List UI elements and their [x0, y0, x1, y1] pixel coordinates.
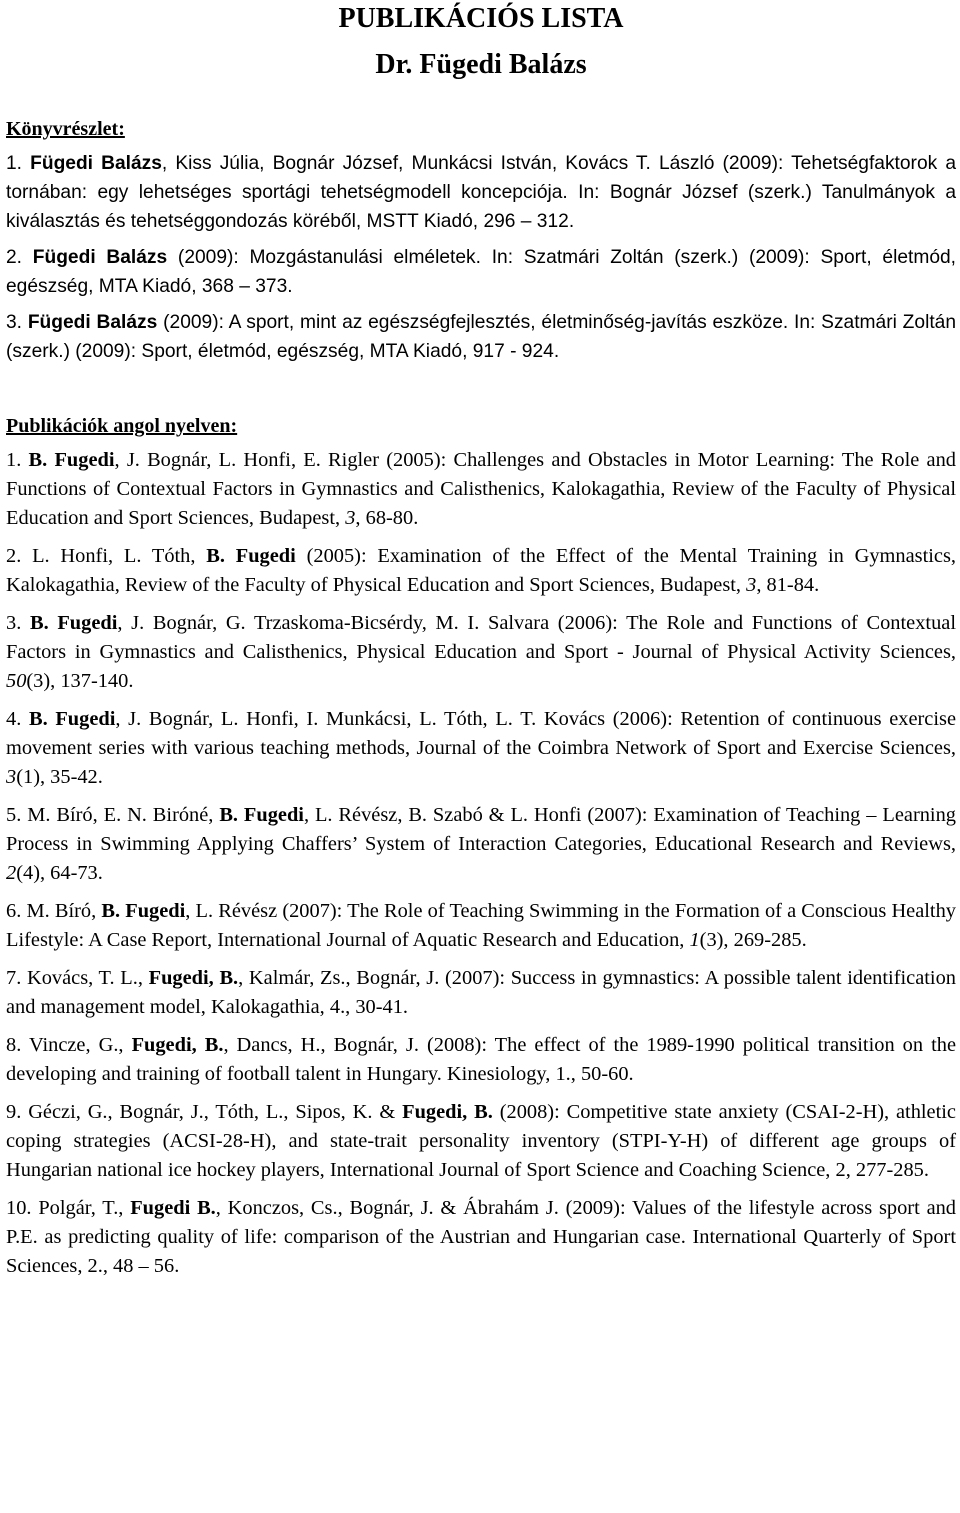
author-highlight: B. Fugedi — [28, 449, 115, 471]
entry-number: 9. — [6, 1101, 22, 1123]
entry-tail: (1), 35-42. — [16, 766, 103, 788]
document-title: PUBLIKÁCIÓS LISTA — [338, 3, 624, 34]
list-item — [6, 609, 956, 696]
author-highlight: B. Fugedi — [219, 804, 304, 826]
entry-tail: , 81-84. — [756, 574, 820, 596]
entry-number: 5. — [6, 804, 22, 826]
author-highlight: Fugedi, B. — [131, 1034, 224, 1056]
entry-number: 1. — [6, 449, 22, 471]
entry-text: (2008): Competitive state anxiety (CSAI-2-H), athletic coping strategies (ACSI-28-H), and state-trait personality inventory (STPI-Y-H) of different age groups of Hungarian national ice hockey players, International Journal of Sport Science and Coaching Science, 2, 277-285. — [6, 1101, 956, 1181]
entry-volume: 3 — [345, 507, 356, 529]
list-item — [6, 964, 956, 1022]
entry-text: , Konczos, Cs., Bognár, J. & Ábrahám J. (2009): Values of the lifestyle across sport and P.E. as predicting quality of life: comparison of the Austrian and Hungarian case. International Quarterly of Sport Sciences, 2., 48 – 56. — [6, 1197, 957, 1277]
entry-text: , L. Révész (2007): The Role of Teaching Swimming in the Formation of a Conscious Healthy Lifestyle: A Case Report, International Journal of Aquatic Research and Education, — [6, 900, 956, 951]
entry-text: , J. Bognár, G. Trzaskoma-Bicsérdy, M. I. Salvara (2006): The Role and Functions of Contextual Factors in Gymnastics and Calisthenics, Physical Education and Sport - Journal of Physical Activity Sciences, — [6, 612, 956, 663]
entry-volume: 3 — [6, 766, 17, 788]
entry-pre: Kovács, T. L., — [26, 967, 149, 989]
entry-volume: 50 — [6, 670, 27, 692]
entry-number: 4. — [6, 708, 22, 730]
list-item — [6, 897, 956, 955]
entry-pre: M. Bíró, — [26, 900, 102, 922]
entry-text: , L. Révész, B. Szabó & L. Honfi (2007): Examination of Teaching – Learning Process in Swimming Applying Chaffers’ System of Interaction Categories, Educational Research and Reviews, — [6, 804, 956, 855]
entry-text: , J. Bognár, L. Honfi, E. Rigler (2005): Challenges and Obstacles in Motor Learning: The Role and Functions of Contextual Factors in Gymnastics and Calisthenics, Kalokagathia, Review of the Faculty of Physical Education and Sport Sciences, Budapest, — [6, 449, 956, 529]
entry-number: 1. — [6, 153, 23, 174]
author-highlight: B. Fugedi — [101, 900, 186, 922]
author-highlight: Fügedi Balázs — [30, 153, 162, 174]
list-item — [6, 446, 956, 533]
entry-number: 10. — [6, 1197, 32, 1219]
entry-text: (2005): Examination of the Effect of the Mental Training in Gymnastics, Kalokagathia, Review of the Faculty of Physical Education and Sport Sciences, Budapest, — [6, 545, 957, 596]
entry-number: 3. — [6, 612, 22, 634]
entry-number: 6. — [6, 900, 22, 922]
entry-pre: L. Honfi, L. Tóth, — [32, 545, 207, 567]
list-item — [6, 542, 956, 600]
entry-pre: Polgár, T., — [38, 1197, 131, 1219]
entry-text: , J. Bognár, L. Honfi, I. Munkácsi, L. Tóth, L. T. Kovács (2006): Retention of continuous exercise movement series with various teaching methods, Journal of the Coimbra Network of Sport and Exercise Sciences, — [6, 708, 956, 759]
entry-number: 3. — [6, 312, 23, 333]
entry-volume: 2 — [6, 862, 17, 884]
author-name: Dr. Fügedi Balázs — [375, 49, 587, 80]
list-item — [6, 705, 956, 792]
author-highlight: Fügedi Balázs — [27, 312, 158, 333]
author-highlight: Fugedi B. — [130, 1197, 216, 1219]
list-item — [6, 149, 956, 236]
author-highlight: Fügedi Balázs — [32, 247, 168, 268]
entry-number: 7. — [6, 967, 22, 989]
entry-tail: (3), 137-140. — [26, 670, 134, 692]
book-chapter-list — [6, 149, 956, 366]
entry-tail: (4), 64-73. — [16, 862, 103, 884]
entry-text: , Kiss Júlia, Bognár József, Munkácsi István, Kovács T. László (2009): Tehetségfaktorok a tornában: egy lehetséges sportági tehetségmodell koncepciója. In: Bognár József (szerk.) Tanulmányok a kiválasztás és tehetséggondozás köréből, MSTT Kiadó, 296 – 312. — [6, 153, 956, 232]
author-highlight: Fugedi, B. — [148, 967, 239, 989]
list-item — [6, 1098, 956, 1185]
author-highlight: B. Fugedi — [29, 612, 118, 634]
entry-tail: , 68-80. — [355, 507, 419, 529]
entry-text: , Dancs, H., Bognár, J. (2008): The effect of the 1989-1990 political transition on the developing and training of football talent in Hungary. Kinesiology, 1., 50-60. — [6, 1034, 956, 1085]
author-highlight: Fugedi, B. — [402, 1101, 493, 1123]
list-item — [6, 1194, 956, 1281]
section-heading-english-publications: Publikációk angol nyelven: — [6, 415, 238, 437]
entry-pre: Géczi, G., Bognár, J., Tóth, L., Sipos, K. & — [28, 1101, 403, 1123]
entry-pre: M. Bíró, E. N. Biróné, — [27, 804, 220, 826]
english-publication-list — [6, 446, 956, 1281]
list-item — [6, 243, 956, 301]
entry-text: , Kalmár, Zs., Bognár, J. (2007): Success in gymnastics: A possible talent identification and management model, Kalokagathia, 4., 30-41. — [6, 967, 956, 1018]
entry-text: (2009): A sport, mint az egészségfejlesztés, életminőség-javítás eszköze. In: Szatmári Zoltán (szerk.) (2009): Sport, életmód, egészség, MTA Kiadó, 917 - 924. — [6, 312, 957, 362]
entry-number: 8. — [6, 1034, 22, 1056]
list-item — [6, 801, 956, 888]
entry-volume: 1 — [689, 929, 700, 951]
entry-tail: (3), 269-285. — [699, 929, 807, 951]
section-heading-book-chapters: Könyvrészlet: — [6, 118, 125, 140]
list-item — [6, 1031, 956, 1089]
entry-number: 2. — [6, 247, 23, 268]
entry-text: (2009): Mozgástanulási elméletek. In: Szatmári Zoltán (szerk.) (2009): Sport, életmód, egészség, MTA Kiadó, 368 – 373. — [6, 247, 957, 297]
author-highlight: B. Fugedi — [28, 708, 116, 730]
list-item — [6, 308, 956, 366]
entry-pre: Vincze, G., — [28, 1034, 132, 1056]
entry-number: 2. — [6, 545, 22, 567]
author-highlight: B. Fugedi — [206, 545, 296, 567]
entry-volume: 3 — [746, 574, 757, 596]
